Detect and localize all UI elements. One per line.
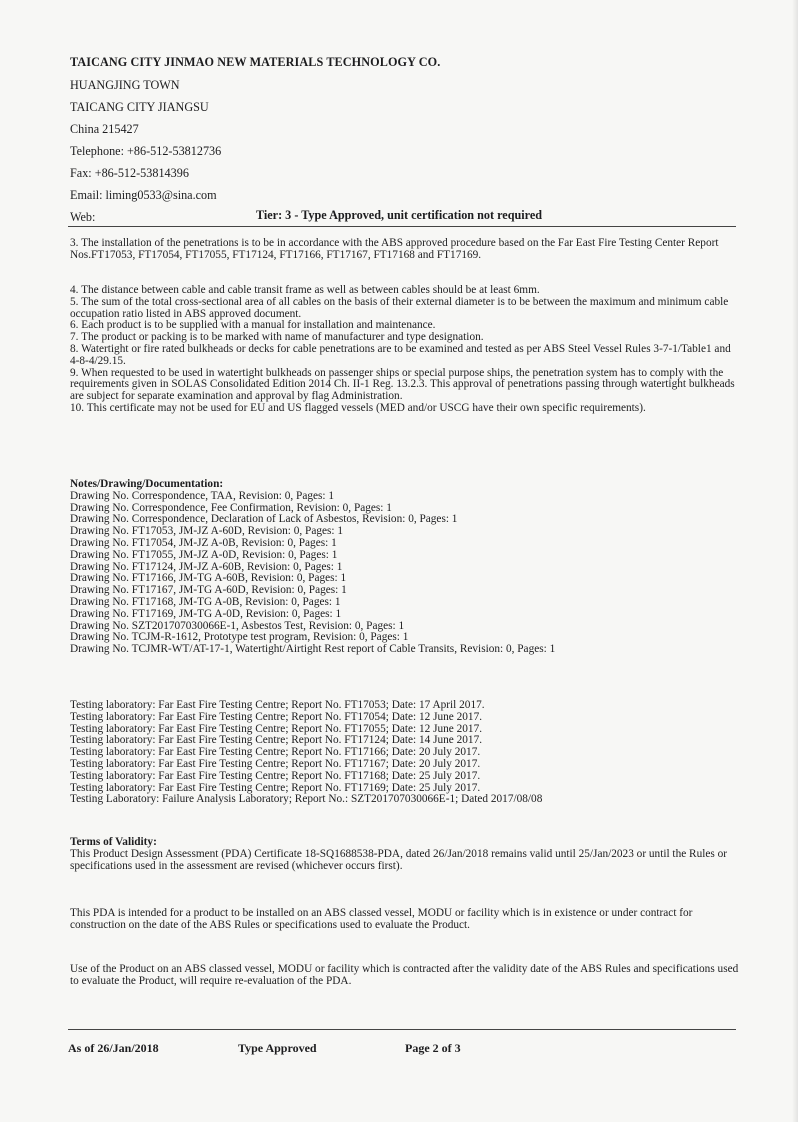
validity-heading: Terms of Validity: xyxy=(70,836,157,848)
drawing-item: Drawing No. FT17124, JM-JZ A-60B, Revision: 0, Pages: 1 xyxy=(70,560,343,573)
web: Web: xyxy=(70,210,96,224)
testing-section xyxy=(70,700,740,806)
use-note xyxy=(70,964,740,988)
conditions-list xyxy=(70,285,740,415)
condition-item: 5. The sum of the total cross-sectional area of all cables on the basis of their external diameter is to be between the maximum and minimum cable occupation ratio listed in ABS approved document. xyxy=(70,295,729,320)
condition-item: 8. Watertight or fire rated bulkheads or decks for cable penetrations are to be examined and tested as per ABS Steel Vessel Rules 3-7-1/Table1 and 4-8-4/29.15. xyxy=(70,342,731,367)
drawing-item: Drawing No. FT17166, JM-TG A-60B, Revision: 0, Pages: 1 xyxy=(70,572,347,585)
footer-page-number: Page 2 of 3 xyxy=(405,1041,461,1055)
company-name: TAICANG CITY JINMAO NEW MATERIALS TECHNOLOGY CO. xyxy=(70,55,441,69)
condition-item: 4. The distance between cable and cable transit frame as well as between cables should be at least 6mm. xyxy=(70,284,540,296)
testing-item: Testing Laboratory: Failure Analysis Laboratory; Report No.: SZT201707030066E-1; Dated 2017/08/08 xyxy=(70,793,543,806)
fax: Fax: +86-512-53814396 xyxy=(70,166,189,180)
drawing-item: Drawing No. FT17053, JM-JZ A-60D, Revision: 0, Pages: 1 xyxy=(70,525,344,538)
page-edge-shadow xyxy=(792,0,798,1122)
drawing-item: Drawing No. SZT201707030066E-1, Asbestos Test, Revision: 0, Pages: 1 xyxy=(70,619,405,632)
header-divider xyxy=(68,226,736,227)
drawing-item: Drawing No. Correspondence, TAA, Revision: 0, Pages: 1 xyxy=(70,489,335,502)
address-line-town: HUANGJING TOWN xyxy=(70,78,180,92)
address-line-country: China 215427 xyxy=(70,122,139,136)
drawing-item: Drawing No. FT17054, JM-JZ A-0B, Revision: 0, Pages: 1 xyxy=(70,536,337,549)
email: Email: liming0533@sina.com xyxy=(70,188,217,202)
footer-as-of: As of 26/Jan/2018 xyxy=(68,1041,159,1055)
drawing-item: Drawing No. Correspondence, Declaration of Lack of Asbestos, Revision: 0, Pages: 1 xyxy=(70,513,458,526)
pda-note xyxy=(70,908,740,932)
notes-heading: Notes/Drawing/Documentation: xyxy=(70,478,224,490)
drawing-item: Drawing No. TCJMR-WT/AT-17-1, Watertight/Airtight Rest report of Cable Transits, Revision: 0, Pages: 1 xyxy=(70,643,556,656)
pda-note-text: This PDA is intended for a product to be installed on an ABS classed vessel, MODU or facility which is in existence or under contract for construction on the date of the ABS Rules or specifications used to evaluate the Product. xyxy=(70,907,693,931)
drawing-item: Drawing No. FT17169, JM-TG A-0D, Revision: 0, Pages: 1 xyxy=(70,607,342,620)
condition-3 xyxy=(70,238,740,262)
footer-divider xyxy=(68,1029,736,1030)
telephone: Telephone: +86-512-53812736 xyxy=(70,144,222,158)
drawing-item: Drawing No. Correspondence, Fee Confirmation, Revision: 0, Pages: 1 xyxy=(70,501,392,514)
tier-heading: Tier: 3 - Type Approved, unit certification not required xyxy=(255,208,543,222)
use-note-text: Use of the Product on an ABS classed vessel, MODU or facility which is contracted after the validity date of the ABS Rules and specifications used to evaluate the Product, will require re-evaluation of the PDA. xyxy=(70,963,739,987)
footer-status: Type Approved xyxy=(238,1041,317,1055)
testing-item: Testing laboratory: Far East Fire Testing Centre; Report No. FT17167; Date: 20 July 2017. xyxy=(70,757,481,770)
condition-item: 7. The product or packing is to be marked with name of manufacturer and type designation. xyxy=(70,331,484,344)
condition-item: 9. When requested to be used in watertight bulkheads on passenger ships or special purpose ships, the penetration system has to comply with the requirements given in SOLAS Consolidated Edition 2014 Ch. II-1 Reg. 13.2.3. This approval of penetrations passing through watertight bulkheads are subject for separate examination and approval by flag Administration. xyxy=(70,366,735,403)
notes-section xyxy=(70,479,740,656)
testing-item: Testing laboratory: Far East Fire Testing Centre; Report No. FT17055; Date: 12 June 2017. xyxy=(70,722,483,735)
drawing-item: Drawing No. FT17167, JM-TG A-60D, Revision: 0, Pages: 1 xyxy=(70,584,347,597)
address-line-city: TAICANG CITY JIANGSU xyxy=(70,100,209,114)
testing-item: Testing laboratory: Far East Fire Testing Centre; Report No. FT17168; Date: 25 July 2017. xyxy=(70,769,481,782)
drawing-item: Drawing No. TCJM-R-1612, Prototype test program, Revision: 0, Pages: 1 xyxy=(70,631,409,644)
condition-item: 10. This certificate may not be used for EU and US flagged vessels (MED and/or USCG have their own specific requirements). xyxy=(70,401,646,414)
testing-item: Testing laboratory: Far East Fire Testing Centre; Report No. FT17054; Date: 12 June 2017. xyxy=(70,710,483,723)
condition-3-text: 3. The installation of the penetrations is to be in accordance with the ABS approved procedure based on the Far East Fire Testing Center Report Nos.FT17053, FT17054, FT17055, FT17124, FT17166, FT17167, FT17168 and FT17169. xyxy=(70,237,719,261)
validity-text: This Product Design Assessment (PDA) Certificate 18-SQ1688538-PDA, dated 26/Jan/2018 remains valid until 25/Jan/2023 or until the Rules or specifications used in the assessment are revised (whichever occurs first). xyxy=(70,847,728,872)
testing-item: Testing laboratory: Far East Fire Testing Centre; Report No. FT17169; Date: 25 July 2017. xyxy=(70,781,481,794)
testing-item: Testing laboratory: Far East Fire Testing Centre; Report No. FT17124; Date: 14 June 2017. xyxy=(70,734,483,747)
testing-item: Testing laboratory: Far East Fire Testing Centre; Report No. FT17053; Date: 17 April 2017. xyxy=(70,699,485,711)
validity-section xyxy=(70,837,740,872)
testing-item: Testing laboratory: Far East Fire Testing Centre; Report No. FT17166; Date: 20 July 2017. xyxy=(70,746,481,759)
drawing-item: Drawing No. FT17168, JM-TG A-0B, Revision: 0, Pages: 1 xyxy=(70,595,341,608)
drawing-item: Drawing No. FT17055, JM-JZ A-0D, Revision: 0, Pages: 1 xyxy=(70,548,338,561)
condition-item: 6. Each product is to be supplied with a manual for installation and maintenance. xyxy=(70,319,436,332)
